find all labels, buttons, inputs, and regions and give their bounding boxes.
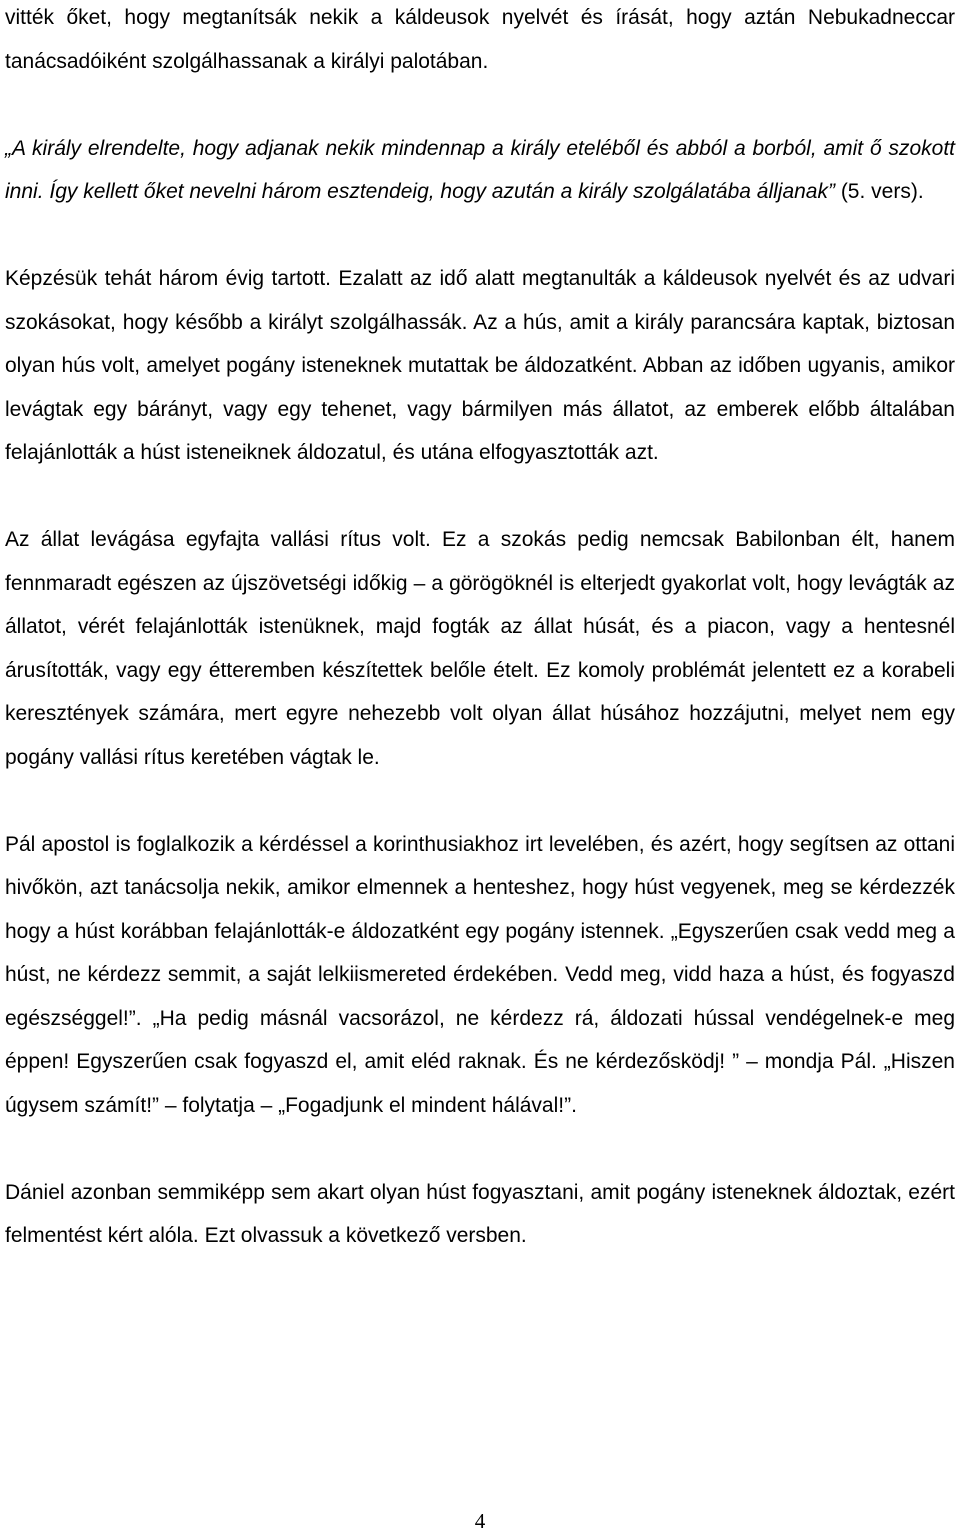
paragraph-4: Az állat levágása egyfajta vallási rítus volt. Ez a szokás pedig nemcsak Babilonban élt, hanem fennmaradt egészen az újszövetségi időkig – a görögöknél is elterjedt gyakorlat volt, hogy levágták az állatot, vérét felajánlották istenüknek, majd fogták az állat húsát, és a piacon, vagy a hentesnél árusították, vagy egy étteremben készítettek belőle ételt. Ez komoly problémát jelentett ez a korabeli keresztények számára, mert egyre nehezebb volt olyan állat húsához hozzájutni, melyet nem egy pogány vallási rítus keretében vágtak le.: [5, 528, 955, 769]
paragraph-2: [5, 127, 955, 214]
paragraph-1: vitték őket, hogy megtanítsák nekik a káldeusok nyelvét és írását, hogy aztán Nebukadneccar tanácsadóiként szolgálhassanak a királyi palotában.: [5, 6, 955, 73]
paragraph-spacer: [5, 475, 955, 519]
paragraph-spacer: [5, 83, 955, 127]
paragraph-spacer: [5, 214, 955, 258]
paragraph-5: Pál apostol is foglalkozik a kérdéssel a korinthusiakhoz irt levelében, és azért, hogy segítsen az ottani hivőkön, azt tanácsolja nekik, amikor elmennek a henteshez, hogy húst vegyenek, meg se kérdezzék hogy a húst korábban felajánlották-e áldozatként egy pogány istennek. „Egyszerűen csak vedd meg a húst, ne kérdezz semmit, a saját lelkiismereted érdekében. Vedd meg, vidd haza a húst, és fogyaszd egészséggel!”. „Ha pedig másnál vacsorázol, ne kérdezz rá, áldozati hússal vendégelnek-e meg éppen! Egyszerűen csak fogyaszd el, amit eléd raknak. És ne kérdezősködj! ” – mondja Pál. „Hiszen úgysem számít!” – folytatja – „Fogadjunk el mindent hálával!”.: [5, 832, 955, 1117]
paragraph-6: Dániel azonban semmiképp sem akart olyan húst fogyasztani, amit pogány isteneknek áldoztak, ezért felmentést kért alóla. Ezt olvassuk a következő versben.: [5, 1180, 955, 1247]
bible-quote: „A király elrendelte, hogy adjanak nekik mindennap a király eteléből és abból a borból, amit ő szokott inni. Így kellett őket nevelni három esztendeig, hogy azután a király szolgálatába álljanak”: [5, 136, 955, 203]
paragraph-spacer: [5, 1127, 955, 1171]
paragraph-spacer: [5, 779, 955, 823]
document-page: [5, 0, 955, 1258]
page-number: 4: [474, 1509, 486, 1533]
verse-reference: (5. vers).: [834, 180, 924, 203]
paragraph-3: Képzésük tehát három évig tartott. Ezalatt az idő alatt megtanulták a káldeusok nyelvét és az udvari szokásokat, hogy később a királyt szolgálhassák. Az a hús, amit a király parancsára kaptak, biztosan olyan hús volt, amelyet pogány isteneknek mutattak be áldozatként. Abban az időben ugyanis, amikor levágtak egy bárányt, vagy egy tehenet, vagy bármilyen más állatot, az emberek előbb általában felajánlották a húst isteneiknek áldozatul, és utána elfogyasztották azt.: [5, 267, 955, 464]
